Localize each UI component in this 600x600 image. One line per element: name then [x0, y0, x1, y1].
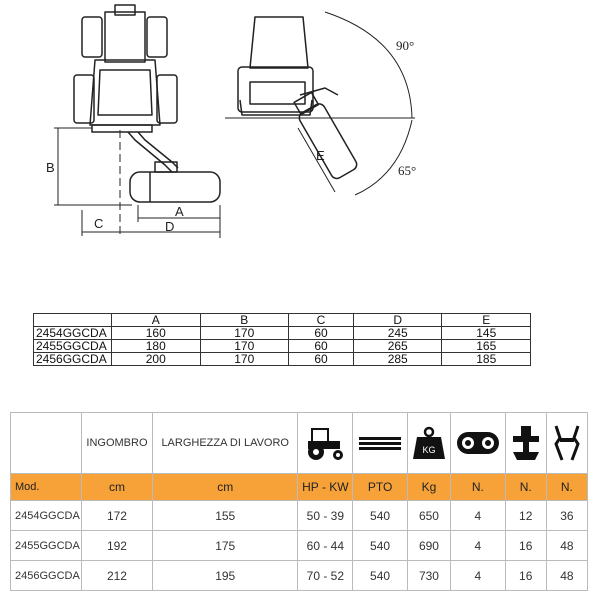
table-row [11, 501, 588, 531]
value-cell: 36 [546, 501, 587, 531]
unit-cell: Mod. [11, 474, 82, 501]
value-cell: 48 [546, 561, 587, 591]
belt-icon [451, 413, 505, 474]
value-cell: 172 [81, 501, 152, 531]
svg-text:KG: KG [422, 445, 436, 455]
value-cell: 50 - 39 [298, 501, 353, 531]
value-cell: 540 [353, 561, 407, 591]
value-cell: 155 [153, 501, 298, 531]
model-cell: 2455GGCDA [11, 531, 82, 561]
value-cell: 60 - 44 [298, 531, 353, 561]
dimensions-col-header: B [200, 314, 289, 327]
value-cell: 165 [442, 340, 531, 353]
dimensions-col-header: D [353, 314, 442, 327]
table-row [11, 531, 588, 561]
label-e: E [316, 148, 325, 163]
value-cell: 4 [451, 561, 505, 591]
specs-header-row [11, 413, 588, 474]
weight-kg-icon [407, 413, 450, 474]
unit-cell: cm [153, 474, 298, 501]
value-cell: 60 [289, 353, 354, 366]
table-row [34, 327, 531, 340]
label-d: D [165, 219, 175, 234]
value-cell: 175 [153, 531, 298, 561]
specs-table [10, 412, 588, 591]
value-cell: 145 [442, 327, 531, 340]
dimensions-header-row [34, 314, 531, 327]
tractor-top-view [74, 5, 220, 202]
value-cell: 192 [81, 531, 152, 561]
value-cell: 185 [442, 353, 531, 366]
angle-65-label: 65° [398, 163, 417, 178]
dimensions-col-header: C [289, 314, 354, 327]
value-cell: 180 [112, 340, 201, 353]
unit-cell: Kg [407, 474, 450, 501]
value-cell: 16 [505, 561, 546, 591]
value-cell: 160 [112, 327, 201, 340]
value-cell: 70 - 52 [298, 561, 353, 591]
value-cell: 170 [200, 327, 289, 340]
larghezza-header: LARGHEZZA DI LAVORO [153, 413, 298, 474]
dimensions-col-header: E [442, 314, 531, 327]
ingombro-header: INGOMBRO [81, 413, 152, 474]
hammer-icon [505, 413, 546, 474]
model-cell: 2456GGCDA [34, 353, 112, 366]
unit-cell: N. [546, 474, 587, 501]
tractor-icon [298, 413, 353, 474]
value-cell: 48 [546, 531, 587, 561]
unit-cell: N. [451, 474, 505, 501]
value-cell: 170 [200, 340, 289, 353]
value-cell: 245 [353, 327, 442, 340]
blade-icon [546, 413, 587, 474]
value-cell: 60 [289, 340, 354, 353]
value-cell: 690 [407, 531, 450, 561]
table-row [11, 561, 588, 591]
table-row [34, 353, 531, 366]
unit-cell: cm [81, 474, 152, 501]
model-cell: 2454GGCDA [34, 327, 112, 340]
unit-cell: PTO [353, 474, 407, 501]
specs-corner-cell [11, 413, 82, 474]
units-row [11, 474, 588, 501]
model-cell: 2454GGCDA [11, 501, 82, 531]
value-cell: 265 [353, 340, 442, 353]
model-cell: 2456GGCDA [11, 561, 82, 591]
dimensions-table [33, 313, 531, 366]
model-cell: 2455GGCDA [34, 340, 112, 353]
technical-diagram [0, 0, 600, 250]
value-cell: 170 [200, 353, 289, 366]
value-cell: 730 [407, 561, 450, 591]
unit-cell: HP - KW [298, 474, 353, 501]
value-cell: 650 [407, 501, 450, 531]
dimensions-col-header: A [112, 314, 201, 327]
angle-90-label: 90° [396, 38, 415, 53]
value-cell: 12 [505, 501, 546, 531]
value-cell: 4 [451, 501, 505, 531]
value-cell: 285 [353, 353, 442, 366]
table-row [34, 340, 531, 353]
label-c: C [94, 216, 104, 231]
value-cell: 60 [289, 327, 354, 340]
value-cell: 540 [353, 531, 407, 561]
dimensions-corner-cell [34, 314, 112, 327]
pto-shaft-icon [353, 413, 407, 474]
tractor-rear-view [238, 17, 359, 181]
value-cell: 4 [451, 531, 505, 561]
value-cell: 540 [353, 501, 407, 531]
value-cell: 212 [81, 561, 152, 591]
value-cell: 200 [112, 353, 201, 366]
unit-cell: N. [505, 474, 546, 501]
label-a: A [175, 204, 184, 219]
value-cell: 195 [153, 561, 298, 591]
value-cell: 16 [505, 531, 546, 561]
label-b: B [46, 160, 55, 175]
